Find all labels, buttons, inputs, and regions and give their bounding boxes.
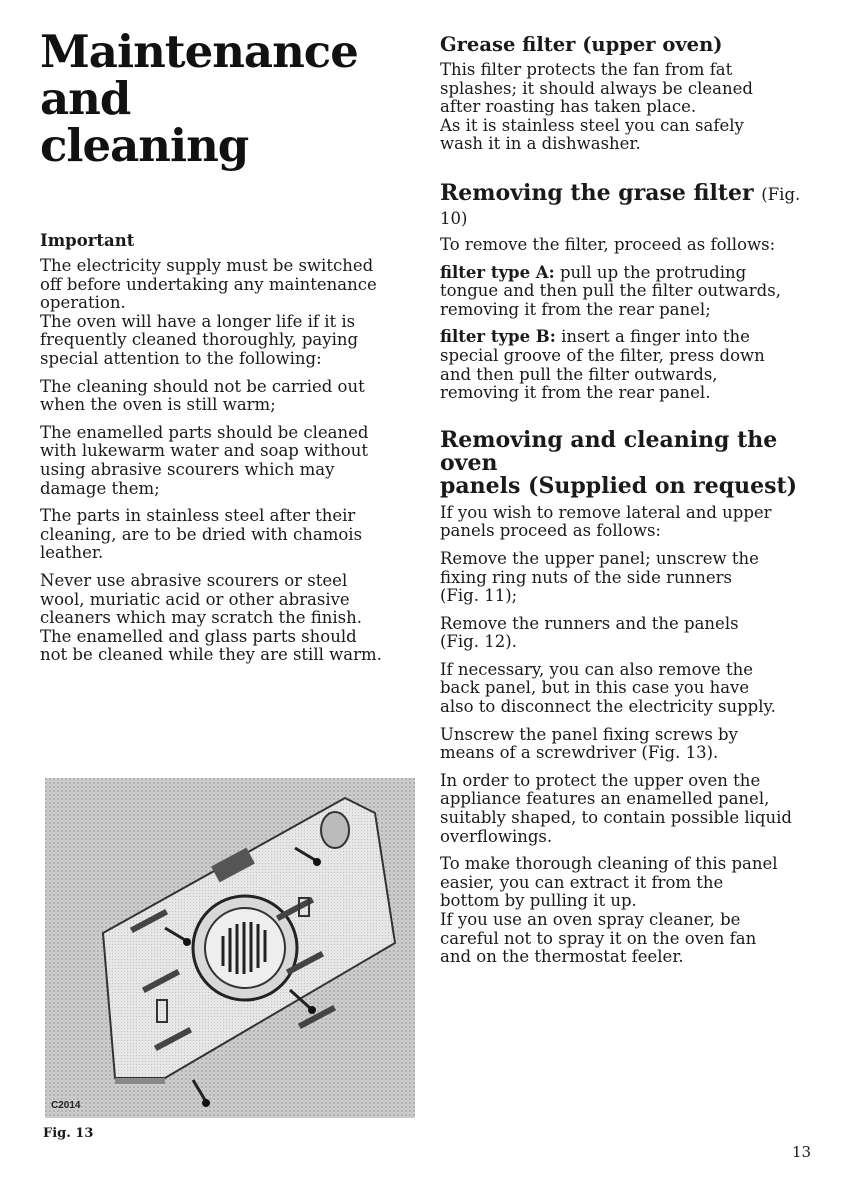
text-line: operation. (40, 293, 126, 313)
text-line: removing it from the rear panel; (440, 299, 711, 319)
text-line: If necessary, you can also remove the (440, 659, 753, 679)
oven-panel-drawing (45, 778, 415, 1118)
text-line: Remove the upper panel; unscrew the (440, 548, 759, 568)
text-line: removing it from the rear panel. (440, 383, 711, 403)
text-line: with lukewarm water and soap without (40, 441, 368, 461)
text-line: easier, you can extract it from the (440, 872, 724, 892)
text-line: careful not to spray it on the oven fan (440, 928, 757, 948)
text-line: and on the thermostat feeler. (440, 947, 684, 967)
cleaning-warm-paragraph (40, 378, 405, 415)
heading-line: Removing and cleaning the oven (440, 426, 778, 476)
text-line: using abrasive scourers which may (40, 459, 335, 479)
text-line: overflowings. (440, 826, 553, 846)
text-line: damage them; (40, 478, 160, 498)
panel-edge (115, 1078, 165, 1084)
panels-paragraph (440, 855, 810, 967)
text-line: wool, muriatic acid or other abrasive (40, 589, 350, 609)
text-line: cleaning, are to be dried with chamois (40, 524, 363, 544)
text-line: fixing ring nuts of the side runners (440, 567, 732, 587)
text-line: off before undertaking any maintenance (40, 274, 377, 294)
text-line: also to disconnect the electricity supply. (440, 697, 776, 717)
type-label: filter type A: (440, 262, 555, 282)
text-line: frequently cleaned thoroughly, paying (40, 330, 359, 350)
important-paragraph (40, 257, 405, 369)
title-line-2: cleaning (40, 119, 249, 172)
right-column (440, 34, 810, 976)
text-line: Unscrew the panel fixing screws by (440, 724, 738, 744)
stainless-parts-paragraph (40, 507, 405, 563)
thermostat-hole (321, 812, 349, 848)
text-line: The enamelled and glass parts should (40, 626, 357, 646)
text-line: suitably shaped, to contain possible liquid (440, 808, 792, 828)
figure-code: C2014 (51, 1100, 81, 1111)
text-line: If you wish to remove lateral and upper (440, 502, 772, 522)
text-line: not be cleaned while they are still warm. (40, 645, 382, 665)
text-line: after roasting has taken place. (440, 97, 697, 117)
text-line: leather. (40, 543, 104, 563)
oven-panel-illustration (45, 778, 415, 1118)
left-column (40, 25, 405, 674)
text-line: insert a finger into the (555, 327, 750, 347)
text-line: (Fig. 11); (440, 586, 518, 606)
text-line: wash it in a dishwasher. (440, 134, 641, 154)
panels-paragraph (440, 550, 810, 606)
text-line: special attention to the following: (40, 348, 322, 368)
heading-text: Removing the grase filter (440, 179, 754, 206)
panels-paragraph (440, 726, 810, 763)
grease-filter-paragraph (440, 61, 810, 154)
text-line: The parts in stainless steel after their (40, 506, 356, 526)
filter-type-a (440, 264, 810, 320)
heading-line: panels (Supplied on request) (440, 472, 798, 499)
text-line: bottom by pulling it up. (440, 891, 637, 911)
panels-paragraph (440, 661, 810, 717)
text-line: splashes; it should always be cleaned (440, 78, 753, 98)
text-line: means of a screwdriver (Fig. 13). (440, 743, 719, 763)
text-line: (Fig. 12). (440, 632, 517, 652)
text-line: The cleaning should not be carried out (40, 376, 365, 396)
figure-reference: (Fig. 10) (440, 184, 801, 228)
text-line: cleaners which may scratch the finish. (40, 608, 362, 628)
removing-intro: To remove the filter, proceed as follows: (440, 234, 776, 254)
text-line: back panel, but in this case you have (440, 678, 750, 698)
text-line: The electricity supply must be switched (40, 256, 374, 275)
removing-filter-heading (440, 179, 810, 230)
text-line: Never use abrasive scourers or steel (40, 570, 348, 590)
text-line: pull up the protruding (554, 262, 747, 282)
fan-grille-slots (223, 922, 265, 974)
title-line-1: Maintenance and (40, 25, 358, 125)
text-line: The oven will have a longer life if it is (40, 311, 356, 331)
panels-paragraph (440, 615, 810, 652)
text-line: As it is stainless steel you can safely (440, 115, 744, 135)
text-line: The enamelled parts should be cleaned (40, 422, 369, 442)
text-line: This filter protects the fan from fat (440, 60, 733, 79)
page-number: 13 (792, 1143, 812, 1161)
figure-caption: Fig. 13 (43, 1126, 94, 1141)
panels-paragraph (440, 504, 810, 541)
text-line: appliance features an enamelled panel, (440, 789, 770, 809)
page-title (40, 25, 405, 172)
panels-paragraph (440, 772, 810, 846)
text-line: If you use an oven spray cleaner, be (440, 910, 741, 929)
text-line: and then pull the filter outwards, (440, 364, 718, 384)
text-line: tongue and then pull the filter outwards, (440, 281, 781, 301)
text-line: Remove the runners and the panels (440, 613, 739, 633)
enamelled-parts-paragraph (40, 424, 405, 498)
filter-type-b (440, 328, 810, 402)
text-line: To make thorough cleaning of this panel (440, 854, 778, 874)
text-line: In order to protect the upper oven the (440, 770, 761, 790)
grease-filter-heading: Grease filter (upper oven) (440, 33, 723, 56)
type-label: filter type B: (440, 327, 556, 347)
important-heading: Important (40, 231, 135, 250)
text-line: special groove of the filter, press down (440, 345, 765, 365)
panels-heading (440, 426, 810, 499)
text-line: when the oven is still warm; (40, 395, 276, 415)
text-line: panels proceed as follows: (440, 521, 661, 541)
abrasive-warning-paragraph (40, 572, 405, 665)
